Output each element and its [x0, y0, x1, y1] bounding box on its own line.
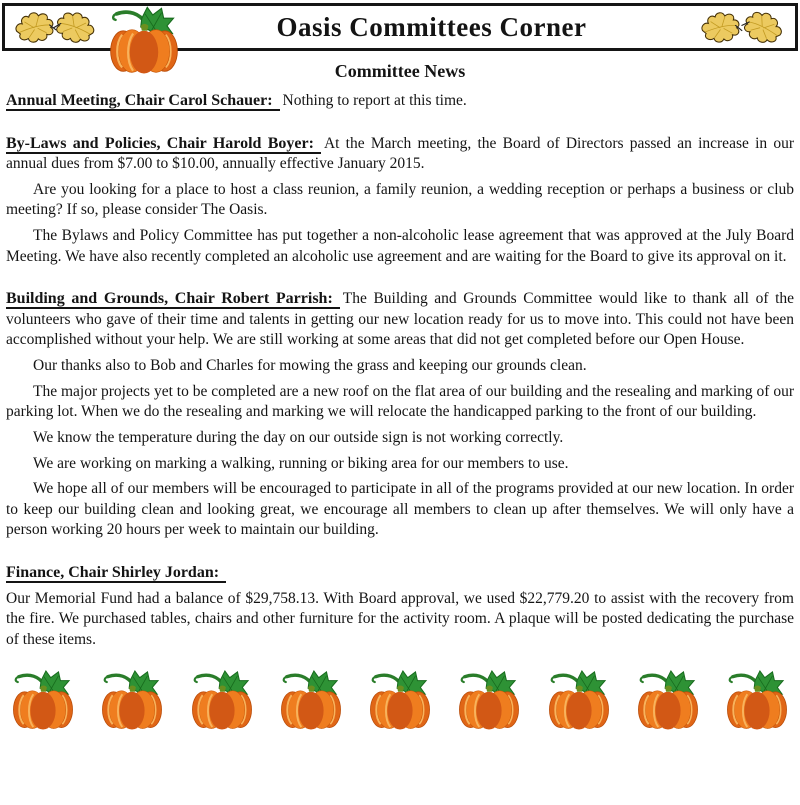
section-lead-text: Nothing to report at this time.	[282, 92, 467, 109]
banner	[2, 3, 798, 51]
body-paragraph: Are you looking for a place to host a class reunion, a family reunion, a wedding reception or perhaps a business or club meeting? If so, please consider The Oasis.	[6, 180, 794, 219]
pumpkin-icon	[280, 668, 342, 730]
oak-leaf-icon	[737, 4, 790, 51]
section-heading: Finance, Chair Shirley Jordan:	[6, 564, 226, 583]
section-heading: Annual Meeting, Chair Carol Schauer:	[6, 92, 280, 111]
pumpkin-icon	[107, 4, 181, 74]
section-lead-paragraph	[6, 288, 794, 351]
section-annual-meeting	[6, 90, 794, 112]
body-paragraph: Our Memorial Fund had a balance of $29,758.13. With Board approval, we used $22,779.20 to assist with the recovery from the fire. We purchased tables, chairs and other furniture for the activity room. A plaque will be posted dedicating the purchase of these items.	[6, 589, 794, 648]
pumpkin-icon	[101, 668, 163, 730]
section-lead-paragraph	[6, 133, 794, 175]
pumpkin-icon	[726, 668, 788, 730]
body-paragraph: Our thanks also to Bob and Charles for mowing the grass and keeping our grounds clean.	[33, 357, 587, 375]
section-lead-text: The Building and Grounds Committee would like to thank all of the volunteers who gave of their time and talents in getting our new location ready for us to move into. This could not have been accomplished without your help. We are still working at some areas that did not get completed before our Open House.	[6, 290, 794, 349]
banner-right-decoration	[665, 10, 795, 44]
section-lead-paragraph	[6, 90, 794, 112]
oak-leaf-icon	[50, 5, 101, 49]
body-paragraph: We hope all of our members will be encouraged to participate in all of the programs provided at our new location. In order to keep our building clean and looking great, we encourage all members to clean up after themselves. We will only have a person working 20 hours per week to maintain our building.	[6, 480, 794, 539]
page-subtitle: Committee News	[334, 61, 466, 81]
body-paragraph: The Bylaws and Policy Committee has put together a non-alcoholic lease agreement that was approved at the July Board Meeting. We have also recently completed an alcoholic use agreement and are waiting for the Board to give its approval on it.	[6, 227, 794, 265]
section-heading: Building and Grounds, Chair Robert Parrish:	[6, 290, 340, 309]
pumpkin-icon	[458, 668, 520, 730]
pumpkin-icon	[637, 668, 699, 730]
body-paragraph: We know the temperature during the day on our outside sign is not working correctly.	[33, 428, 564, 446]
section-heading: By-Laws and Policies, Chair Harold Boyer:	[6, 135, 321, 154]
pumpkin-icon	[548, 668, 610, 730]
pumpkin-icon	[191, 668, 253, 730]
newsletter-body	[0, 90, 800, 650]
pumpkin-icon	[12, 668, 74, 730]
section-lead-text: At the March meeting, the Board of Directors passed an increase in our annual dues from $7.00 to $10.00, annually effective January 2015.	[6, 134, 794, 173]
body-paragraph: We are working on marking a walking, running or biking area for our members to use.	[33, 454, 569, 472]
section-heading-paragraph	[6, 562, 794, 584]
section-building-grounds	[6, 288, 794, 541]
section-finance	[6, 562, 794, 650]
oak-leaf-icon	[697, 8, 744, 46]
section-bylaws-policies	[6, 133, 794, 268]
body-paragraph: The major projects yet to be completed are a new roof on the flat area of our building and the resealing and marking of our parking lot. When we do the resealing and marking we will relocate the handicapped parking to the front of our building.	[6, 382, 794, 421]
banner-left-decoration	[5, 0, 198, 62]
pumpkin-icon	[369, 668, 431, 730]
page-title: Oasis Committees Corner	[276, 11, 587, 42]
footer-pumpkin-row	[0, 668, 800, 730]
